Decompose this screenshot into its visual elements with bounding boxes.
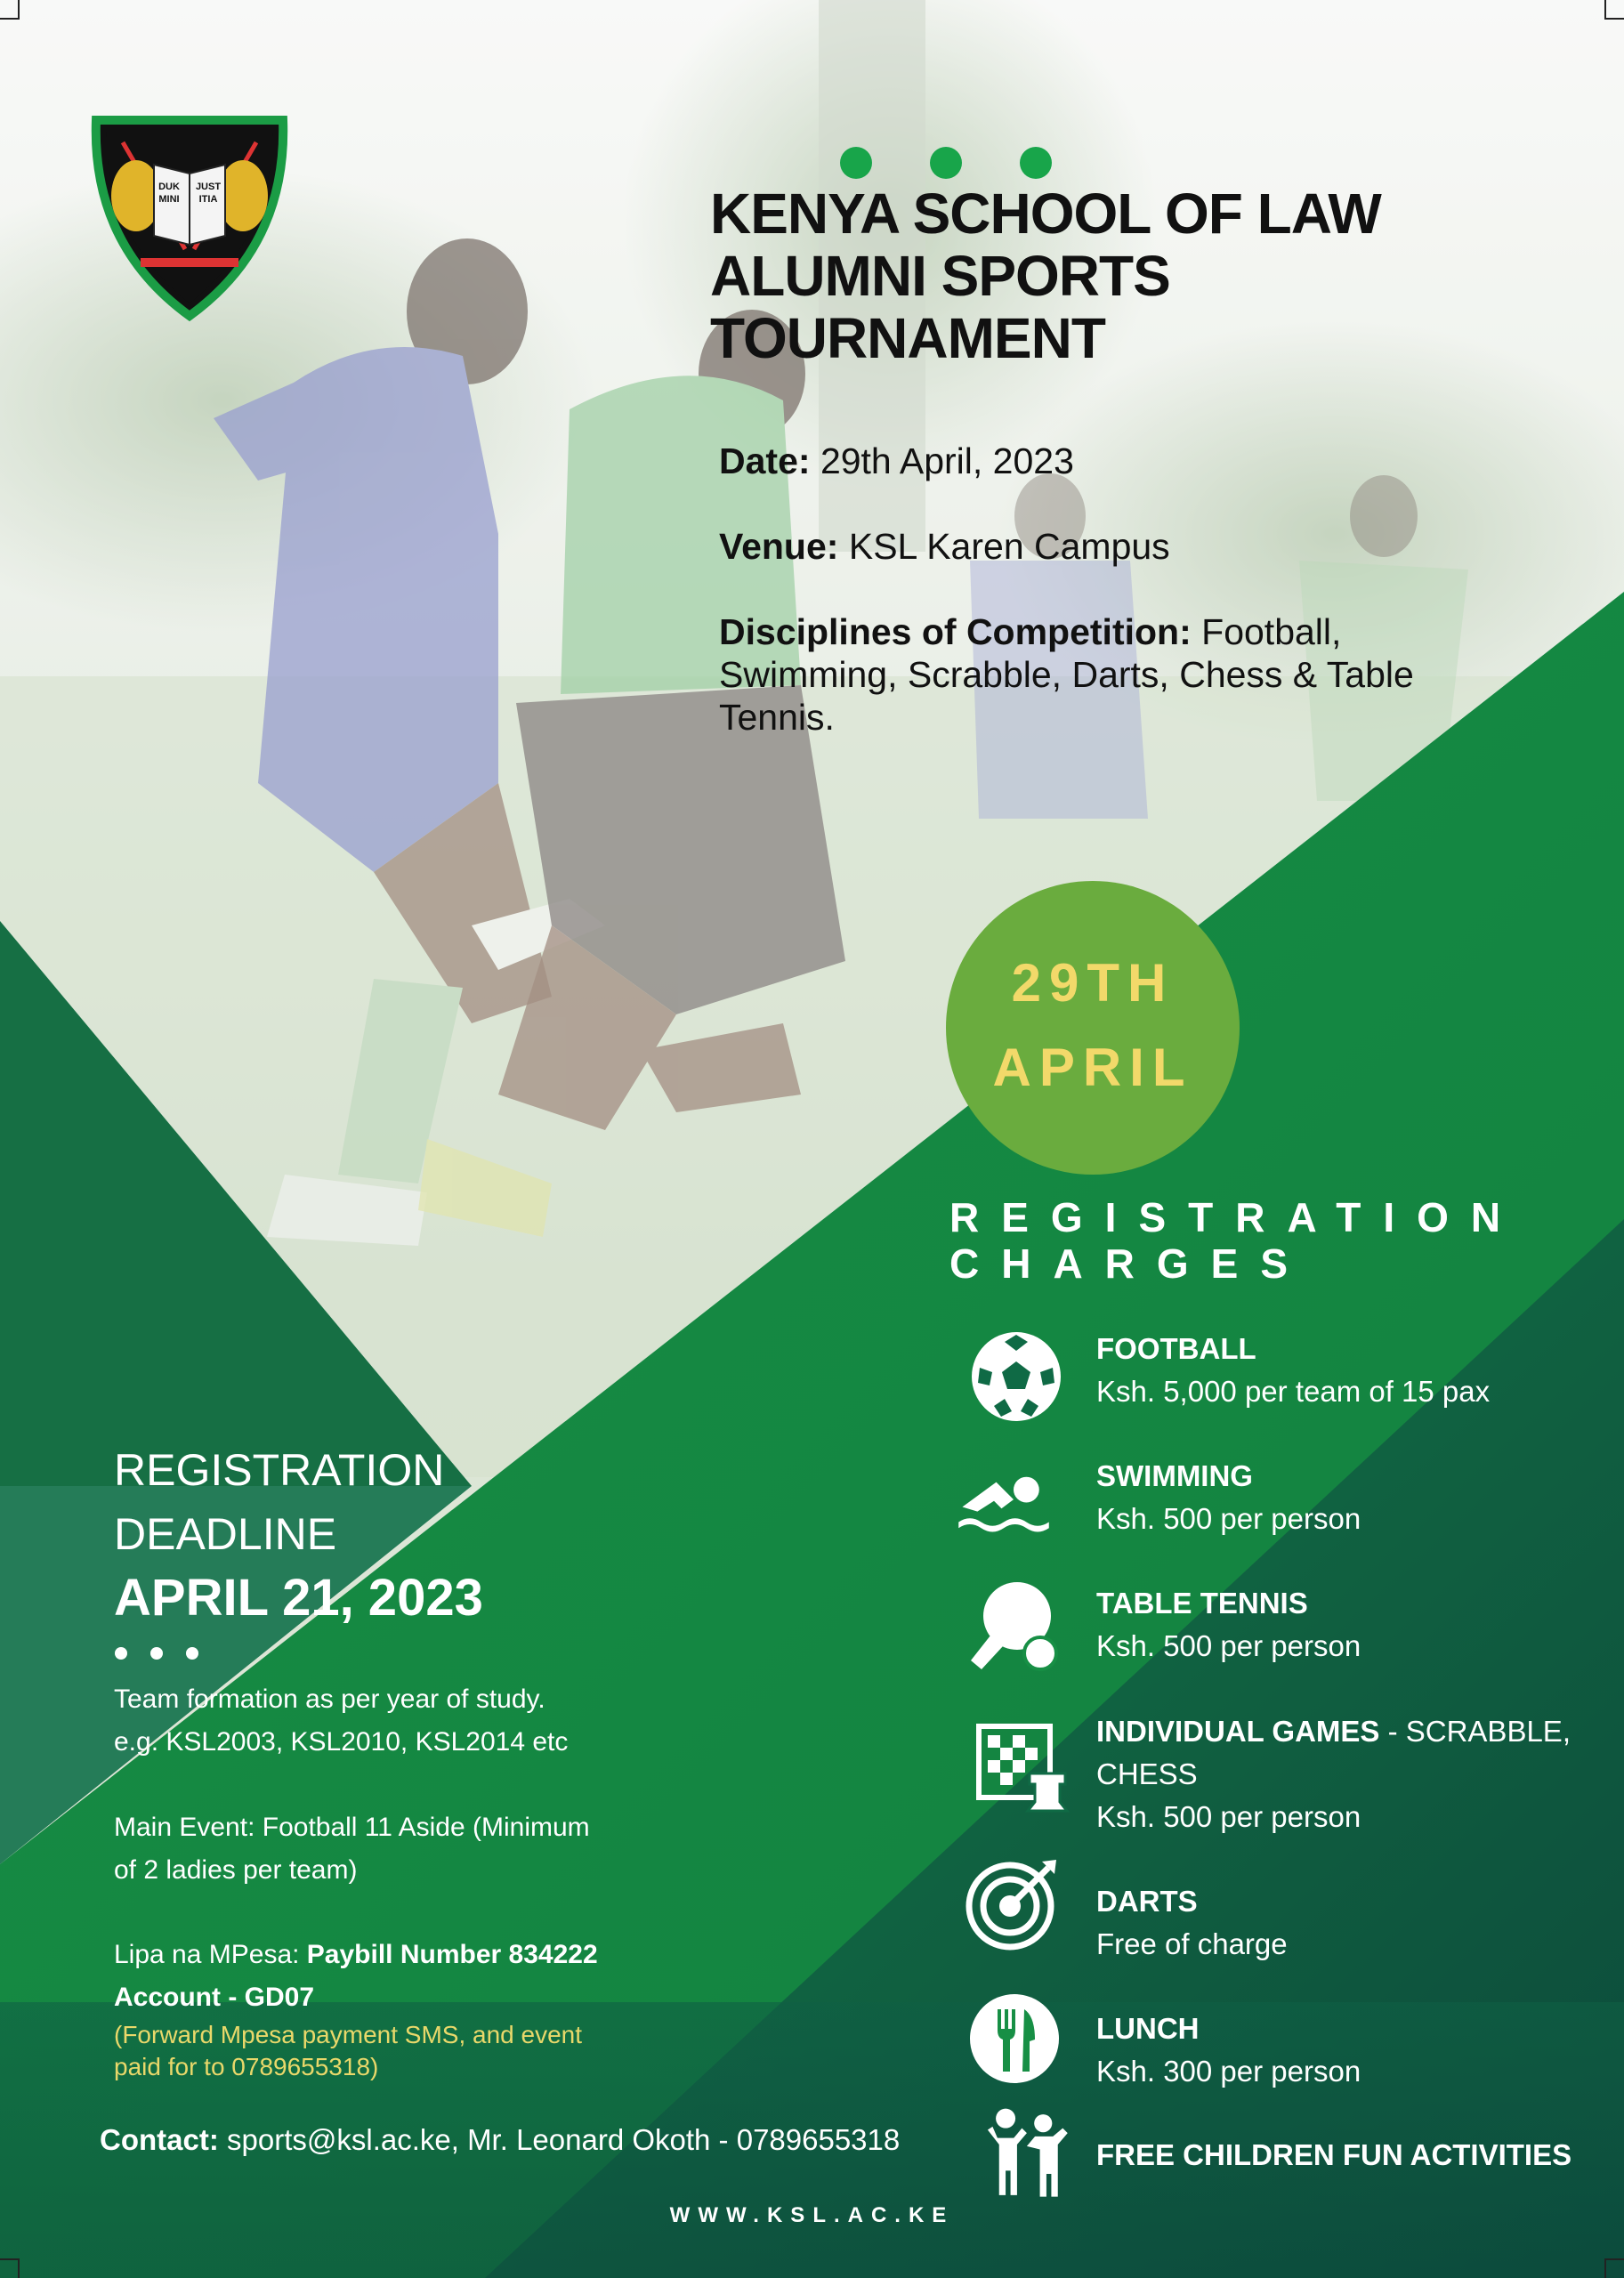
heading-line: CHARGES <box>949 1240 1311 1287</box>
main-event-note <box>114 1806 590 1892</box>
svg-text:DUK: DUK <box>158 182 180 192</box>
mpesa-paybill: Paybill Number 834222 <box>306 1940 598 1969</box>
fee-name: FOOTBALL <box>1096 1332 1256 1365</box>
fee-price: Ksh. 500 per person <box>1096 1800 1361 1833</box>
fee-darts <box>1096 1880 1595 1966</box>
mpesa-note: (Forward Mpesa payment SMS, and event <box>114 2021 583 2048</box>
contact-value: sports@ksl.ac.ke, Mr. Leonard Okoth - 0789655318 <box>218 2123 901 2156</box>
fee-price: Free of charge <box>1096 1927 1288 1960</box>
team-formation-note <box>114 1678 568 1764</box>
fee-price: Ksh. 5,000 per team of 15 pax <box>1096 1375 1491 1408</box>
fee-name: FREE CHILDREN FUN ACTIVITIES <box>1096 2138 1572 2171</box>
crop-mark <box>1604 2258 1624 2278</box>
title-line: TOURNAMENT <box>710 306 1105 370</box>
dartboard-icon <box>964 1854 1062 1952</box>
decorative-dots <box>114 1644 203 1662</box>
fee-football <box>1096 1328 1595 1413</box>
website-url[interactable]: WWW.KSL.AC.KE <box>669 2203 955 2227</box>
deadline-label: REGISTRATION <box>114 1445 445 1495</box>
crop-mark <box>0 0 20 20</box>
date-label: Date: <box>719 440 811 481</box>
fee-name: DARTS <box>1096 1885 1198 1918</box>
fee-name: LUNCH <box>1096 2012 1200 2045</box>
svg-text:JUST: JUST <box>195 182 222 192</box>
title-line: KENYA SCHOOL OF LAW <box>710 182 1381 246</box>
crop-mark <box>0 2258 20 2278</box>
decorative-dots <box>838 145 1070 181</box>
circle-month: APRIL <box>992 1038 1193 1097</box>
fee-lunch <box>1096 2007 1595 2093</box>
heading-line: REGISTRATION <box>949 1194 1523 1240</box>
crop-mark <box>1604 0 1624 20</box>
fee-table-tennis <box>1096 1582 1595 1668</box>
chess-board-icon <box>974 1722 1072 1820</box>
fee-children-activities <box>1096 2134 1595 2177</box>
title-line: ALUMNI SPORTS <box>710 244 1170 308</box>
svg-text:ITIA: ITIA <box>198 194 218 205</box>
registration-charges-heading <box>949 1194 1523 1287</box>
soccer-ball-icon <box>967 1328 1065 1426</box>
mpesa-note: paid for to 0789655318) <box>114 2053 379 2080</box>
disciplines-label: Disciplines of Competition: <box>719 611 1192 652</box>
note-line: e.g. KSL2003, KSL2010, KSL2014 etc <box>114 1727 569 1757</box>
deadline-date: APRIL 21, 2023 <box>114 1569 483 1627</box>
fork-knife-icon <box>966 1990 1063 2088</box>
contact-label: Contact: <box>100 2123 219 2156</box>
fee-individual-games <box>1096 1710 1595 1838</box>
contact-info <box>100 2123 900 2157</box>
fee-swimming <box>1096 1455 1595 1540</box>
ping-pong-icon <box>964 1579 1062 1676</box>
event-venue <box>719 525 1458 568</box>
event-disciplines <box>719 610 1431 739</box>
fee-name: TABLE TENNIS <box>1096 1587 1308 1620</box>
fee-price: Ksh. 500 per person <box>1096 1629 1361 1662</box>
date-circle <box>946 881 1240 1175</box>
fee-price: Ksh. 300 per person <box>1096 2055 1361 2088</box>
fee-price: Ksh. 500 per person <box>1096 1502 1361 1535</box>
circle-day: 29TH <box>1011 953 1175 1013</box>
date-value: 29th April, 2023 <box>820 440 1074 481</box>
deadline-label: DEADLINE <box>114 1509 337 1559</box>
event-date <box>719 440 1458 482</box>
disciplines-value: Football, Swimming, Scrabble, Darts, Chess & Table Tennis. <box>719 611 1414 738</box>
venue-value: KSL Karen Campus <box>848 526 1170 567</box>
ksl-crest-logo <box>87 102 292 325</box>
venue-label: Venue: <box>719 526 839 567</box>
registration-deadline <box>114 1438 483 1630</box>
note-line: Team formation as per year of study. <box>114 1684 545 1714</box>
fee-name: SWIMMING <box>1096 1459 1253 1492</box>
fee-name-line2: CHESS <box>1096 1757 1198 1790</box>
note-line: Main Event: Football 11 Aside (Minimum <box>114 1813 590 1842</box>
mpesa-account: Account - GD07 <box>114 1983 315 2012</box>
poster-title <box>710 182 1511 369</box>
mpesa-label: Lipa na MPesa: <box>114 1940 307 1969</box>
children-icon <box>977 2105 1075 2203</box>
fee-name: INDIVIDUAL GAMES <box>1096 1715 1380 1748</box>
note-line: of 2 ladies per team) <box>114 1855 358 1885</box>
mpesa-payment <box>114 1934 598 2083</box>
swimmer-icon <box>955 1456 1053 1554</box>
svg-text:MINI: MINI <box>158 194 180 205</box>
fee-name-extra: - SCRABBLE, <box>1379 1715 1571 1748</box>
